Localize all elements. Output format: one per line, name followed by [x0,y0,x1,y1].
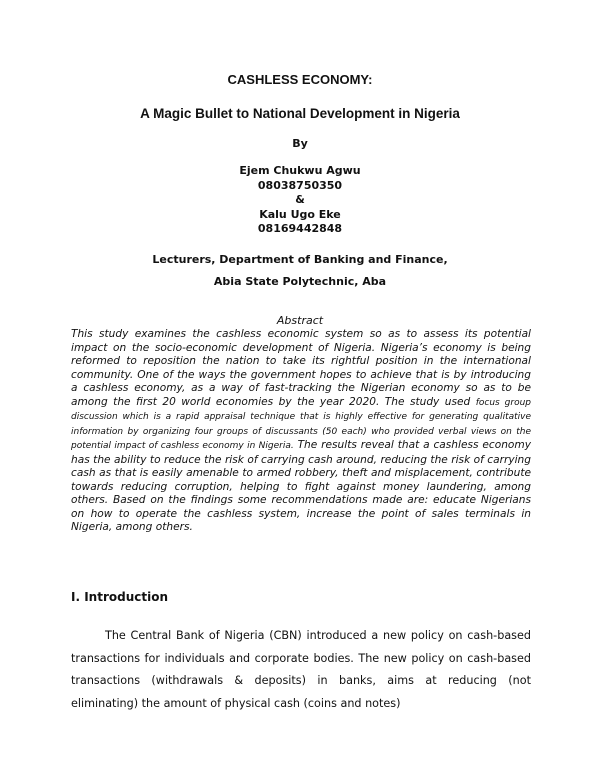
author2-name: Kalu Ugo Eke [259,207,341,221]
author1-name: Ejem Chukwu Agwu [239,164,361,177]
affiliation-line1: Lecturers, Department of Banking and Finance, [152,253,448,266]
paper-subtitle: A Magic Bullet to National Development in Nigeria [140,106,460,121]
by-label: By [292,137,308,150]
introduction-heading: I. Introduction [71,590,168,604]
introduction-paragraph: The Central Bank of Nigeria (CBN) introduced a new policy on cash-based transactions for individuals and corporate bodies. The new policy on cash-based transactions (withdrawals & deposits) in banks, aims at reducing (not eliminating) the amount of physical cash (coins and notes) [71,629,531,710]
abstract-part3: The results reveal that a cashless economy has the ability to reduce the risk of carrying cash around, reducing the risk of carrying cash as that is easily amenable to armed robbery, theft and misplacement, contribute towards reducing corruption, helping to fight against money laundering, among others. Based on the findings some recommendations made are: educate Nigerians on how to operate the cashless system, increase the point of sales terminals in Nigeria, among others. [71,439,531,533]
abstract-heading: Abstract [276,314,324,327]
abstract-part1: This study examines the cashless economic system so as to assess its potential impact on the socio-economic development of Nigeria. Nigeria’s economy is being reformed to reposition the nation to take its rightful position in the international community. One of the ways the government hopes to achieve that is by introducing a cashless economy, as a way of fast-tracking the Nigerian economy so as to be among the first 20 world economies by the year 2020. The study used [71,328,531,408]
abstract-text [71,328,531,535]
author1-phone: 08038750350 [257,178,343,192]
author2-phone: 08169442848 [257,222,343,235]
authors-block [0,164,600,237]
ampersand: & [295,193,305,206]
abstract-part2: focus group discussion which is a rapid appraisal technique that is highly effective for generating qualitative information by organizing four groups of discussants (50 each) who provided verbal views on the potential impact of cashless economy in Nigeria. [71,397,531,451]
paper-title: CASHLESS ECONOMY: [227,72,373,87]
affiliation-line2: Abia State Polytechnic, Aba [213,275,387,288]
affiliation-block [0,249,600,293]
